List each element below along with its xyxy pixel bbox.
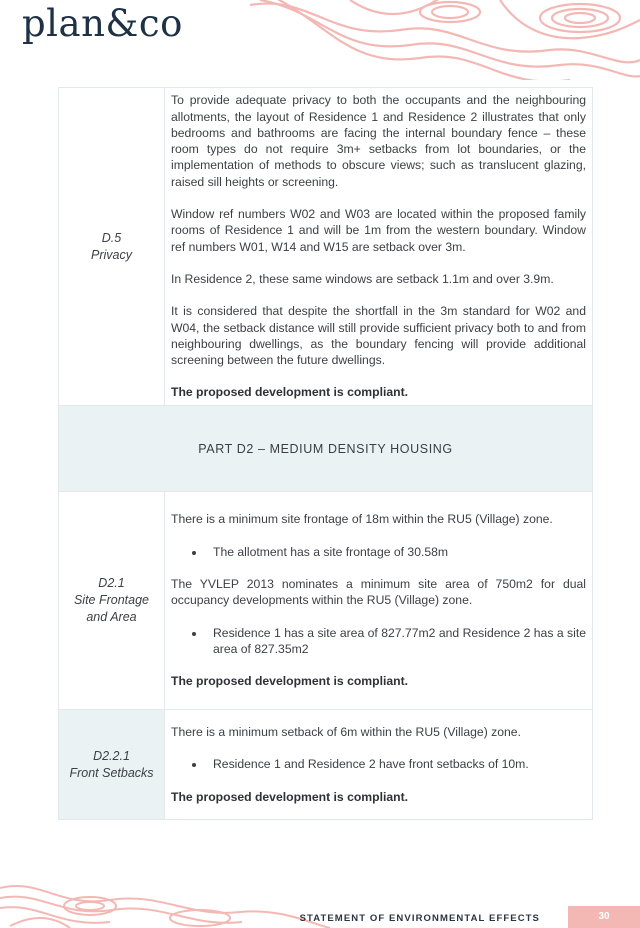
footer-title: STATEMENT OF ENVIRONMENTAL EFFECTS <box>299 913 540 924</box>
row-label <box>59 492 165 710</box>
paragraph: There is a minimum site frontage of 18m within the RU5 (Village) zone. <box>171 512 553 527</box>
paragraph: In Residence 2, these same windows are setback 1.1m and over 3.9m. <box>171 271 554 286</box>
paragraph: Window ref numbers W02 and W03 are located within the proposed family rooms of Residence 1 and will be 1m from the western boundary. Window ref numbers W01, W14 and W15 are setback over 3m. <box>171 207 586 254</box>
compliance-statement: The proposed development is compliant. <box>171 385 409 400</box>
paragraph: It is considered that despite the shortfall in the 3m standard for W02 and W04, the setback distance will still provide sufficient privacy both to and from neighbouring dwellings, as the boundary fencing will provide additional screening between the future dwellings. <box>171 304 586 368</box>
paragraph: The YVLEP 2013 nominates a minimum site area of 750m2 for dual occupancy developments within the RU5 (Village) zone. <box>171 577 586 608</box>
control-title: Front Setbacks <box>69 765 154 780</box>
row-content <box>165 492 593 710</box>
compliance-statement: The proposed development is compliant. <box>171 789 409 804</box>
list-item: The allotment has a site frontage of 30.58m <box>171 544 586 560</box>
row-content <box>165 88 593 406</box>
control-code: D2.2.1 <box>93 748 130 763</box>
list-item: Residence 1 has a site area of 827.77m2 and Residence 2 has a site area of 827.35m2 <box>171 625 586 658</box>
paragraph: There is a minimum setback of 6m within the RU5 (Village) zone. <box>171 725 521 740</box>
row-content <box>165 710 593 820</box>
compliance-table <box>58 87 593 820</box>
list-item: Residence 1 and Residence 2 have front setbacks of 10m. <box>171 756 586 772</box>
control-title: and Area <box>86 610 137 624</box>
row-label <box>59 710 165 820</box>
section-heading-row <box>59 406 593 492</box>
row-label <box>59 88 165 406</box>
control-code: D2.1 <box>98 576 125 590</box>
topographic-lines-icon <box>250 0 640 80</box>
table-row <box>59 710 593 820</box>
control-title: Privacy <box>91 247 132 262</box>
page-number: 30 <box>568 906 640 928</box>
paragraph: To provide adequate privacy to both the occupants and the neighbouring allotments, the layout of Residence 1 and Residence 2 illustrates that only bedrooms and bathrooms are facing the internal boundary fence – these room types do not require 3m+ setbacks from lot boundaries, or the implementation of methods to obscure views; such as translucent glazing, raised sill heights or screening. <box>171 93 586 189</box>
control-code: D.5 <box>101 230 122 245</box>
table-row <box>59 492 593 710</box>
table-row <box>59 88 593 406</box>
topographic-lines-icon <box>0 878 330 928</box>
section-heading: PART D2 – MEDIUM DENSITY HOUSING <box>59 406 593 492</box>
control-title: Site Frontage <box>73 593 150 607</box>
compliance-statement: The proposed development is compliant. <box>171 674 409 689</box>
company-logo: plan&co <box>22 2 183 45</box>
